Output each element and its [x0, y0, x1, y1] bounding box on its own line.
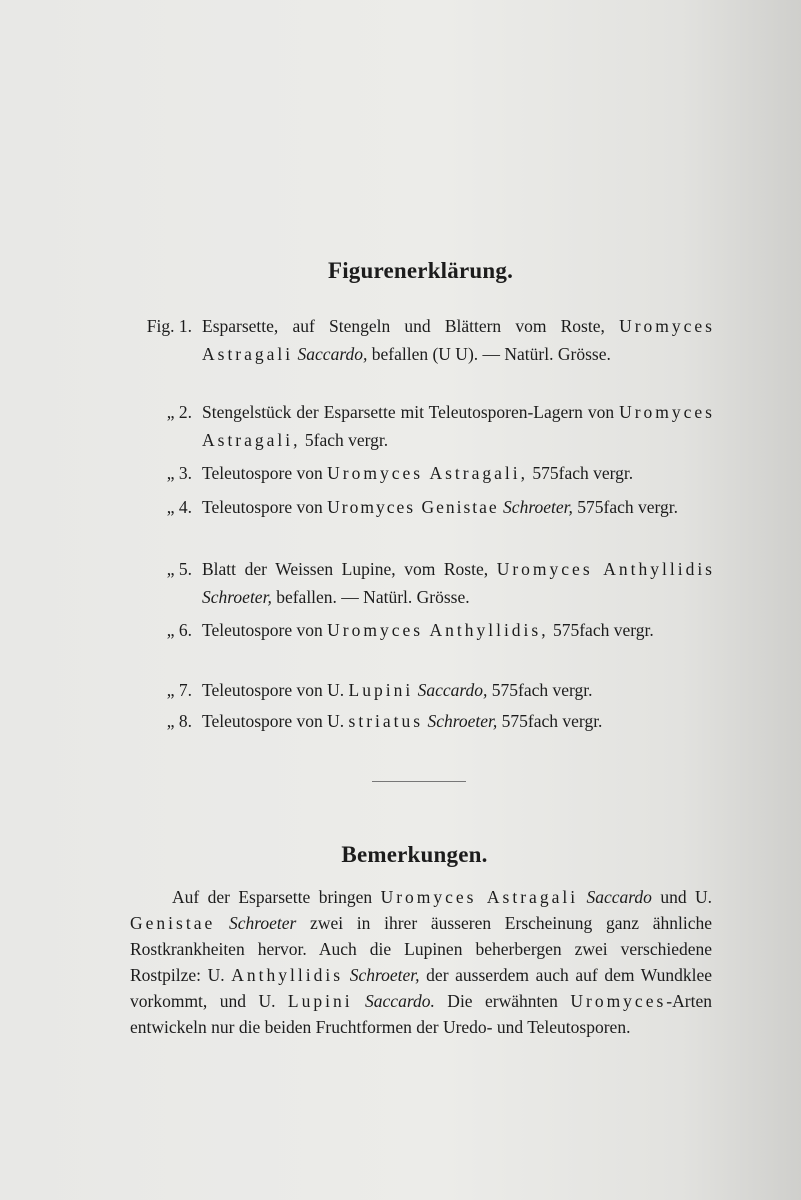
- figure-number: „ 5.: [166, 559, 192, 579]
- figure-description: [202, 555, 715, 611]
- description-text: befallen (U U). — Natürl. Grösse.: [367, 344, 611, 364]
- figure-number: „ 7.: [166, 680, 192, 700]
- remarks-text: Auf der Esparsette bringen: [172, 887, 381, 907]
- author-name: Schroeter,: [202, 587, 272, 607]
- species-name: Lupini: [348, 680, 414, 700]
- description-text: 575fach vergr.: [487, 680, 593, 700]
- figure-entry: [130, 459, 715, 487]
- figure-legend-heading: Figurenerklärung.: [327, 258, 514, 283]
- remarks-heading: Bemerkungen.: [341, 842, 488, 867]
- author-name: Saccardo: [586, 887, 652, 907]
- figure-number: „ 4.: [166, 497, 192, 517]
- description-text: Teleutospore von: [202, 463, 328, 483]
- figure-number: „ 6.: [166, 620, 192, 640]
- figure-description: [202, 676, 715, 704]
- description-text: Teleutospore von U.: [202, 711, 349, 731]
- species-name: Uromyces Astragali: [202, 316, 715, 364]
- description-text: 5fach vergr.: [300, 430, 389, 450]
- species-name: Uromyces: [570, 991, 667, 1011]
- figure-entry: [130, 312, 715, 368]
- figure-entry: [130, 398, 715, 454]
- author-name: Schroeter,: [349, 965, 420, 985]
- description-text: 575fach vergr.: [497, 711, 603, 731]
- description-text: befallen. — Natürl. Grösse.: [271, 587, 470, 607]
- species-name: Uromyces Genistae: [327, 497, 499, 517]
- figure-entry: [130, 676, 715, 704]
- remarks-paragraph: [130, 884, 712, 1040]
- species-name: Uromyces Anthyllidis: [496, 559, 715, 579]
- figure-entry: [130, 493, 715, 521]
- figure-number: Fig. 1.: [146, 316, 192, 336]
- figure-description: [202, 312, 715, 368]
- author-name: Saccardo,: [417, 680, 488, 700]
- remarks-text: -Arten entwickeln nur die beiden Fruchtformen der Uredo- und Teleutosporen.: [130, 991, 712, 1037]
- figure-number: „ 8.: [166, 711, 192, 731]
- description-text: Stengelstück der Esparsette mit Teleutosporen-Lagern von: [202, 402, 620, 422]
- figure-description: [202, 616, 715, 644]
- description-text: Teleutospore von: [202, 620, 328, 640]
- description-text: Blatt der Weissen Lupine, vom Roste,: [202, 559, 497, 579]
- species-name: Anthyllidis: [231, 965, 344, 985]
- author-name: Schroeter,: [427, 711, 498, 731]
- species-name: Uromyces Astragali,: [327, 463, 528, 483]
- figure-description: [202, 398, 715, 454]
- description-text: 575fach vergr.: [548, 620, 654, 640]
- figure-number: „ 2.: [166, 402, 192, 422]
- species-name: Lupini: [287, 991, 353, 1011]
- remarks-text: der ausserdem auch auf dem Wundklee vorkommt, und U.: [130, 965, 713, 1011]
- species-name: Uromyces Astragali,: [202, 402, 715, 450]
- species-name: Uromyces Anthyllidis,: [327, 620, 549, 640]
- remarks-text: Die erwähnten: [434, 991, 571, 1011]
- remarks-text: und U.: [651, 887, 713, 907]
- figure-description: [202, 459, 715, 487]
- section-divider: [372, 781, 466, 782]
- description-text: 575fach vergr.: [572, 497, 679, 517]
- description-text: Teleutospore von: [202, 497, 328, 517]
- author-name: Saccardo.: [365, 991, 435, 1011]
- figure-number: „ 3.: [166, 463, 192, 483]
- description-text: 575fach vergr.: [528, 463, 634, 483]
- figure-entry: [130, 616, 715, 644]
- figure-entry: [130, 555, 715, 611]
- author-name: Schroeter,: [503, 497, 573, 517]
- remarks-text: zwei in ihrer äusseren Erscheinung ganz ähnliche Rostkrankheiten hervor. Auch die Lupinen beherbergen zwei verschiedene Rostpilze: U.: [130, 913, 713, 985]
- description-text: Esparsette, auf Stengeln und Blättern vom Roste,: [202, 316, 620, 336]
- author-name: Schroeter: [228, 913, 297, 933]
- figure-description: [202, 707, 715, 735]
- species-name: Genistae: [130, 913, 216, 933]
- species-name: Uromyces Astragali: [380, 887, 579, 907]
- figure-entry: [130, 707, 715, 735]
- figure-description: [202, 493, 715, 521]
- species-name: striatus: [348, 711, 424, 731]
- description-text: Teleutospore von U.: [202, 680, 349, 700]
- author-name: Saccardo,: [297, 344, 368, 364]
